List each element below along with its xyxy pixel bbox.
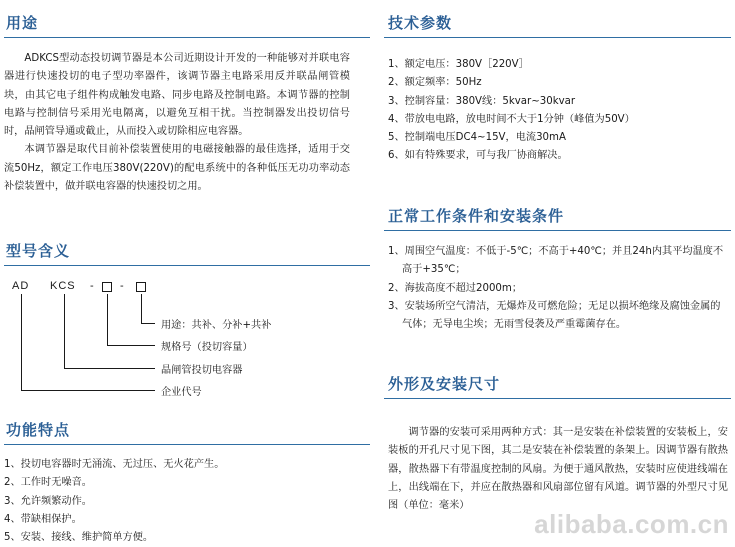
model-heading: 型号含义 (6, 242, 71, 260)
model-code-dash-1: - (90, 280, 95, 292)
usage-body (4, 50, 350, 196)
feature-item: 4、带缺相保护。 (4, 513, 82, 525)
connector-spec-v (107, 294, 108, 345)
conditions-heading: 正常工作条件和安装条件 (388, 207, 565, 225)
spec-item: 2、额定频率：50Hz (388, 77, 482, 89)
features-heading: 功能特点 (6, 421, 71, 439)
connector-usage-h (141, 323, 155, 324)
condition-item: 1、周围空气温度：不低于-5℃；不高于+40℃；并且24h内其平均温度不高于+35℃； (388, 246, 724, 276)
connector-ad-v (21, 294, 22, 390)
model-label-usage: 用途：共补、分补+共补 (161, 320, 272, 331)
feature-item: 1、投切电容器时无涌流、无过压、无火花产生。 (4, 459, 225, 470)
conditions-list (388, 243, 728, 334)
spec-item: 4、带放电电路，放电时间不大于1分钟（峰值为50V） (388, 113, 635, 125)
usage-paragraph-1: ADKCS型动态投切调节器是本公司近期设计开发的一种能够对并联电容器进行快速投切的电子型功率器件，该调节器主电路采用反并联晶闸管模块，由其它电子组件构成触发电路、同步电路及控制电路。本调节器的控制电路与控制信号采用光电隔离，以避免互相干扰。当控制器发出投切信号时，晶闸管导通或截止，从而投入或切除相应电容器。 (4, 53, 350, 138)
model-label-company: 企业代号 (161, 387, 202, 398)
specs-list (388, 56, 635, 166)
feature-item: 5、安装、接线、维护简单方便。 (4, 532, 154, 544)
conditions-divider (384, 230, 731, 231)
dimensions-heading: 外形及安装尺寸 (388, 375, 501, 393)
model-label-thyristor: 晶闸管投切电容器 (161, 365, 243, 376)
model-code-ad: AD (12, 280, 30, 292)
usage-heading: 用途 (6, 14, 39, 32)
model-code-kcs: KCS (50, 280, 76, 292)
condition-item: 2、海拔高度不超过2000m； (388, 282, 523, 294)
model-code-dash-2: - (120, 280, 125, 292)
watermark-logo: alibaba.com.cn (534, 509, 729, 539)
model-spec-box (102, 282, 112, 292)
feature-item: 2、工作时无噪音。 (4, 477, 92, 489)
model-usage-box (136, 282, 146, 292)
connector-spec-h (107, 345, 155, 346)
connector-ad-h (21, 390, 155, 391)
model-divider (4, 265, 370, 266)
usage-divider (4, 37, 370, 38)
model-code-diagram (12, 280, 342, 400)
spec-item: 5、控制端电压DC4~15V，电流30mA (388, 132, 566, 144)
condition-item: 3、安装场所空气清洁，无爆炸及可燃危险；无足以损坏绝缘及腐蚀金属的气体；无导电尘埃；无雨雪侵袭及严重霉菌存在。 (388, 300, 721, 331)
connector-kcs-h (64, 368, 155, 369)
specs-heading: 技术参数 (388, 14, 453, 32)
feature-item: 3、允许频繁动作。 (4, 495, 92, 507)
specs-divider (384, 37, 731, 38)
usage-paragraph-2: 本调节器是取代目前补偿装置使用的电磁接触器的最佳选择，适用于交流50Hz，额定工作电压380V(220V)的配电系统中的各种低压无功功率动态补偿装置中，做并联电容器的快速投切之用。 (4, 144, 350, 193)
features-list (4, 456, 224, 547)
dimensions-divider (384, 398, 731, 399)
features-divider (4, 444, 370, 445)
connector-kcs-v (64, 294, 65, 368)
spec-item: 3、控制容量：380V线：5kvar~30kvar (388, 95, 576, 107)
spec-item: 6、如有特殊要求，可与我厂协商解决。 (388, 150, 568, 162)
dimensions-paragraph: 调节器的安装可采用两种方式：其一是安装在补偿装置的安装板上，安装板的开孔尺寸见下图，其二是安装在补偿装置的条架上。因调节器有散热器，散热器下有带温度控制的风扇。为便于通风散热，安装时应使进线端在上，出线端在下，并应在散热器和风扇部位留有风道。调节器的外型尺寸见图（单位：毫米） (388, 427, 728, 512)
spec-item: 1、额定电压：380V［220V］ (388, 59, 529, 70)
model-label-spec: 规格号（投切容量） (161, 342, 253, 353)
connector-usage-v (141, 294, 142, 323)
